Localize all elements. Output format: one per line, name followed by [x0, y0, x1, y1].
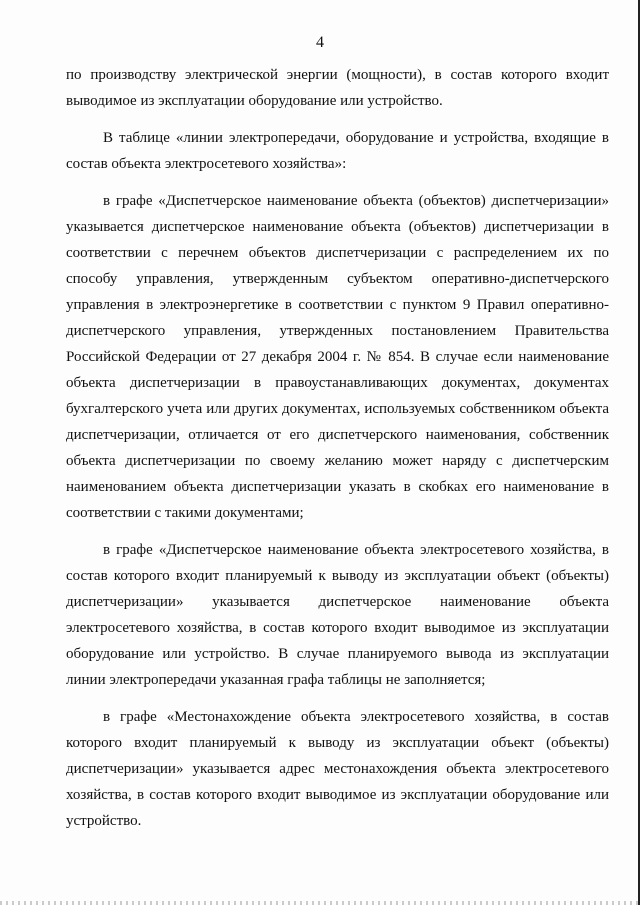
paragraph-table-intro: В таблице «линии электропередачи, оборудование и устройства, входящие в состав объекта электросетевого хозяйства»:: [66, 130, 609, 172]
document-body: [66, 62, 609, 845]
page-number: 4: [316, 34, 324, 51]
paragraph-continuation: по производству электрической энергии (мощности), в состав которого входит выводимое из эксплуатации оборудование или устройство.: [66, 67, 609, 109]
paragraph-grid-facility-location: в графе «Местонахождение объекта электросетевого хозяйства, в состав которого входит планируемый к выводу из эксплуатации объект (объекты) диспетчеризации» указывается адрес местонахождения объекта электросетевого хозяйства, в состав которого входит выводимое из эксплуатации оборудование или устройство.: [66, 709, 609, 829]
scan-edge-marks: [0, 901, 640, 905]
paragraph-dispatch-name: в графе «Диспетчерское наименование объекта (объектов) диспетчеризации» указывается диспетчерское наименование объекта (объектов) диспетчеризации в соответствии с перечнем объектов диспетчеризации с распределением их по способу управления, утвержденным субъектом оперативно-диспетчерского управления в электроэнергетике в соответствии с пунктом 9 Правил оперативно-диспетчерского управления, утвержденных постановлением Правительства Российской Федерации от 27 декабря 2004 г. № 854. В случае если наименование объекта диспетчеризации в правоустанавливающих документах, документах бухгалтерского учета или других документах, используемых собственником объекта диспетчеризации, отличается от его диспетчерского наименования, собственник объекта диспетчеризации по своему желанию может наряду с диспетчерским наименованием объекта диспетчеризации указать в скобках его наименование в соответствии с такими документами;: [66, 193, 609, 521]
paragraph-grid-facility-name: в графе «Диспетчерское наименование объекта электросетевого хозяйства, в состав которого входит планируемый к выводу из эксплуатации объект (объекты) диспетчеризации» указывается диспетчерское наименование объекта электросетевого хозяйства, в состав которого входит выводимое из эксплуатации оборудование или устройство. В случае планируемого вывода из эксплуатации линии электропередачи указанная графа таблицы не заполняется;: [66, 542, 609, 688]
